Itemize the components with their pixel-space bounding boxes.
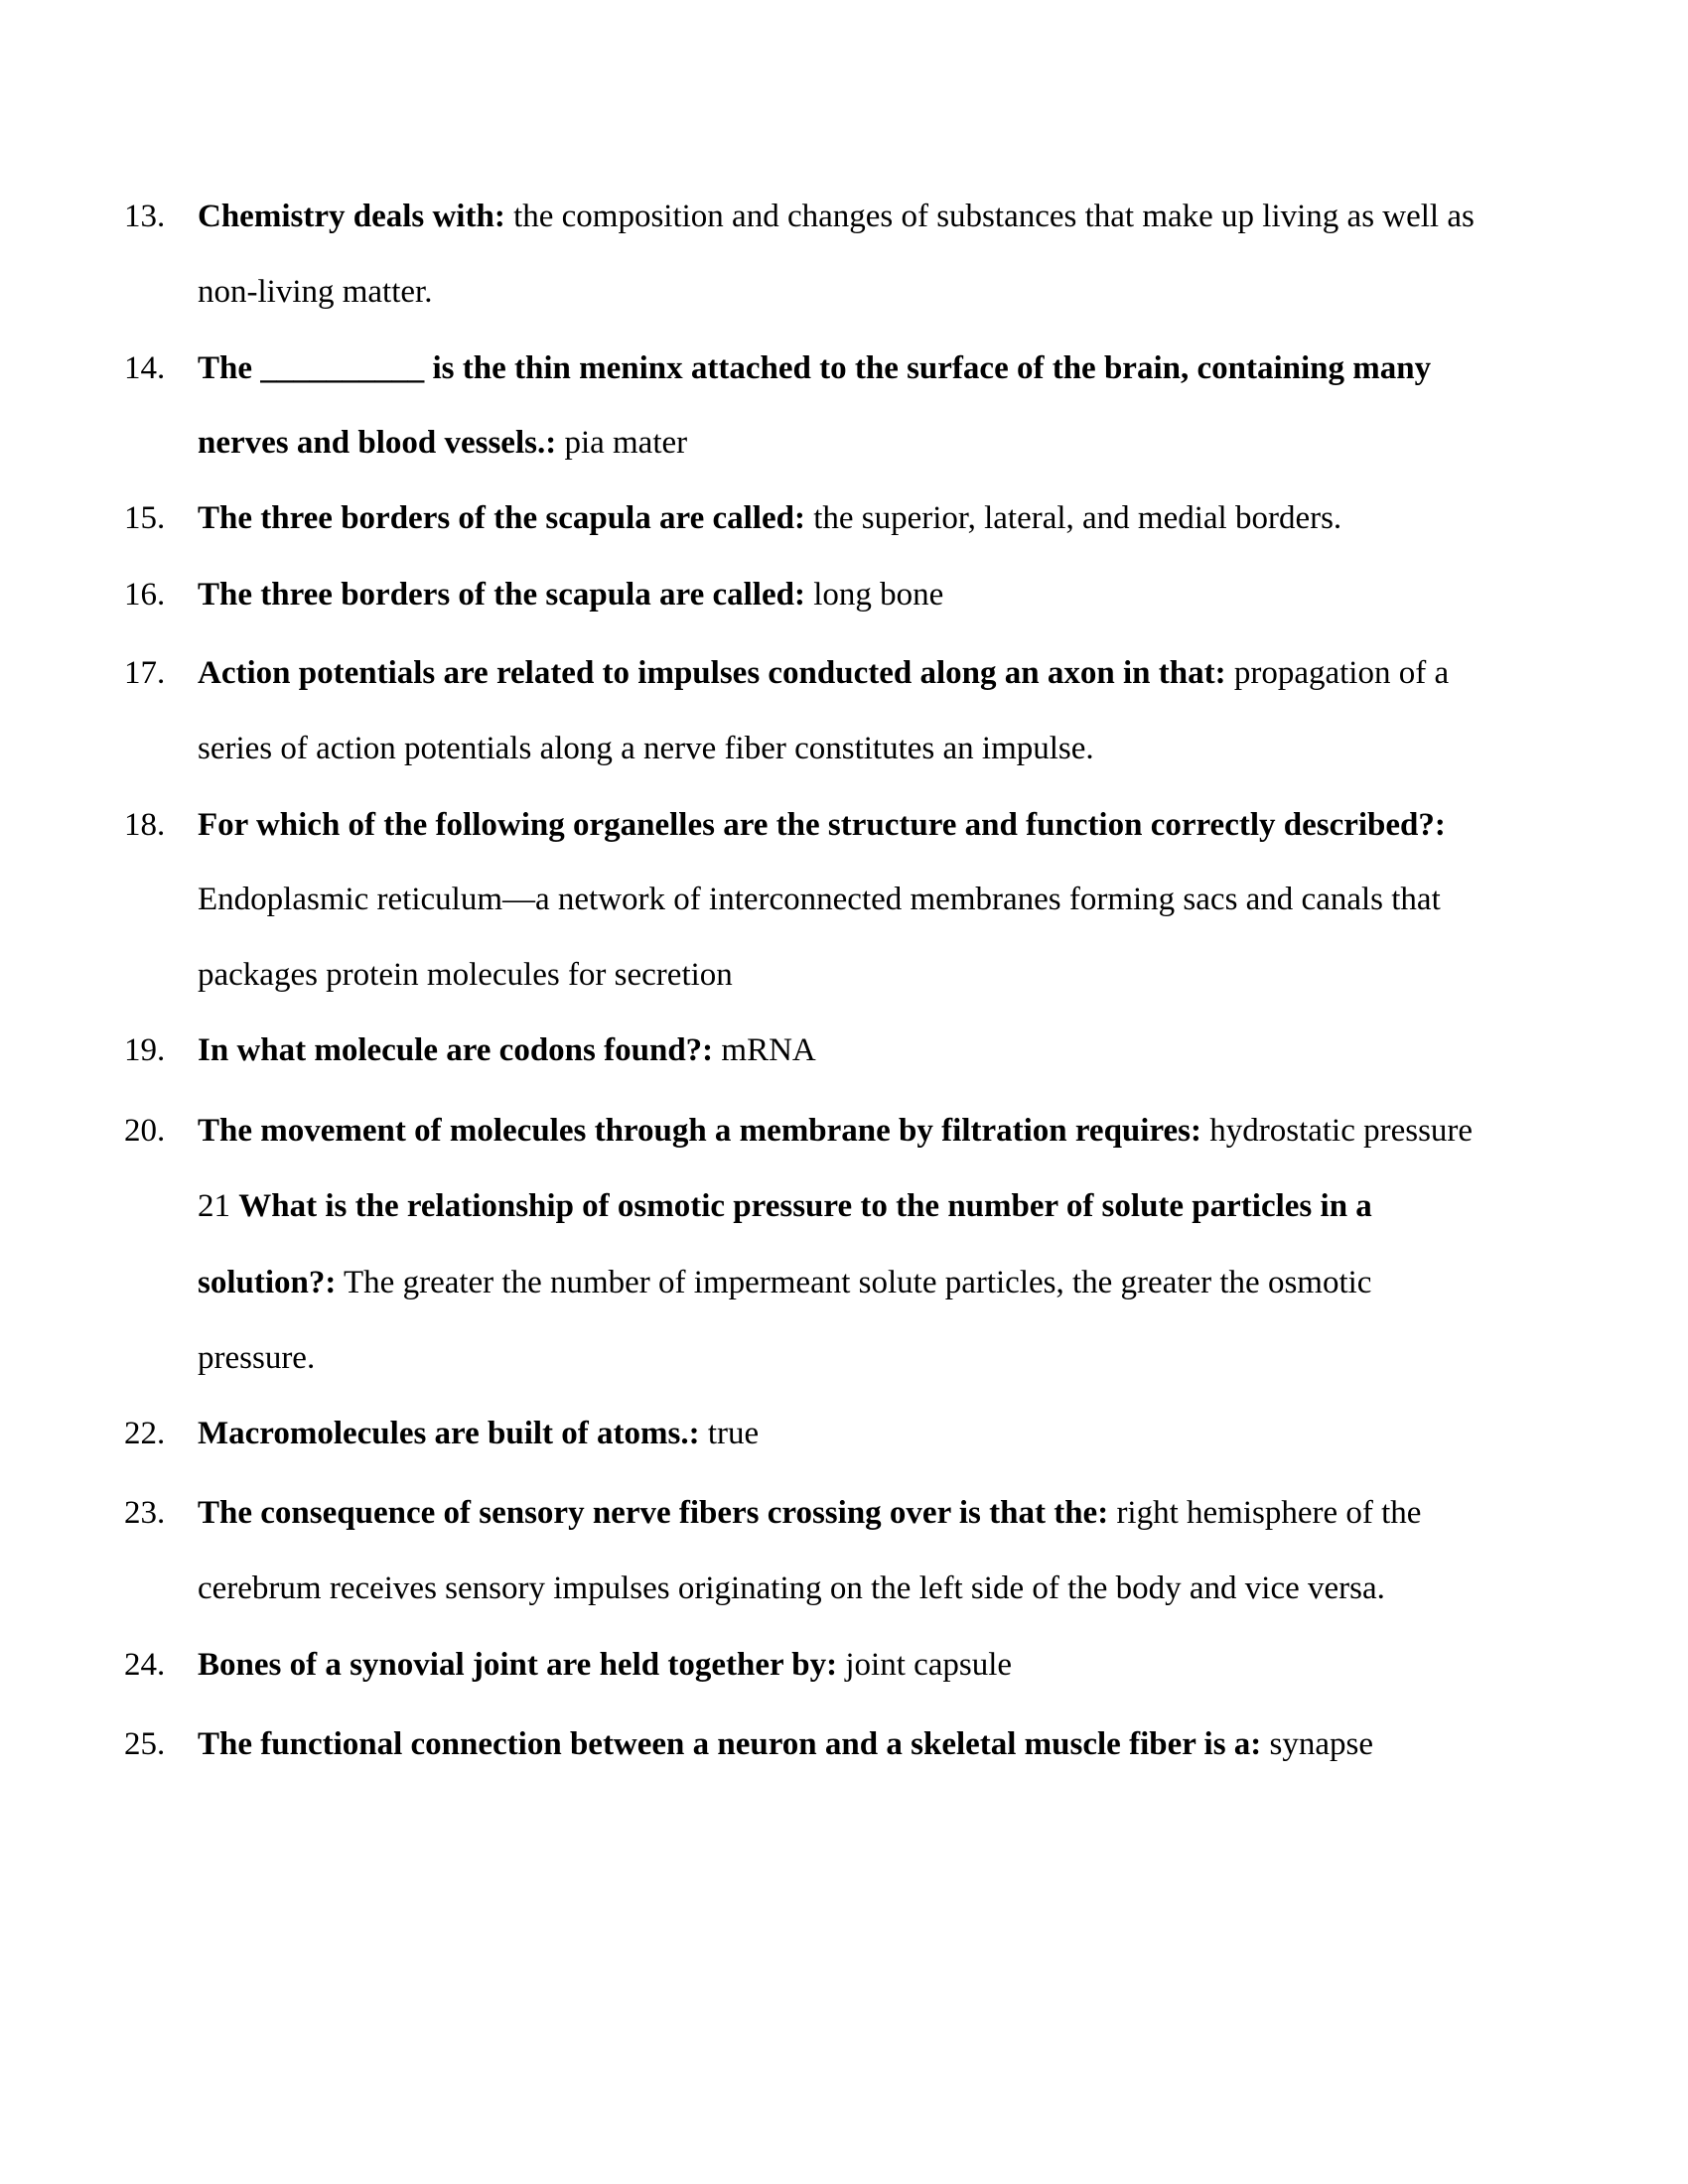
item-number: 18. [124,807,166,843]
item-number: 14. [124,350,166,386]
question-text: solution?: [198,1265,337,1300]
item-line [198,1111,1473,1151]
answer-text: non-living matter. [198,274,433,310]
item-number: 15. [124,500,166,536]
item-number: 16. [124,577,166,613]
question-text: What is the relationship of osmotic pressure to the number of solute particles in a [238,1188,1372,1224]
answer-text: packages protein molecules for secretion [198,957,733,993]
question-text: The three borders of the scapula are called: [198,577,805,613]
item-line [198,955,733,995]
item-number: 20. [124,1113,166,1149]
question-text: The three borders of the scapula are called: [198,500,805,536]
item-line [198,1338,315,1378]
item-number: 24. [124,1647,166,1683]
question-text: The functional connection between a neuron and a skeletal muscle fiber is a: [198,1726,1262,1762]
answer-text: cerebrum receives sensory impulses originating on the left side of the body and vice versa. [198,1570,1385,1606]
question-text: Chemistry deals with: [198,199,505,234]
item-line [198,880,1441,919]
item-line [198,1645,1012,1685]
answer-text: the superior, lateral, and medial borders. [804,500,1342,536]
item-line [198,1414,759,1453]
answer-text: Endoplasmic reticulum—a network of interconnected membranes forming sacs and canals that [198,882,1441,917]
item-line [198,272,432,312]
item-line [198,1569,1385,1608]
question-text: Bones of a synovial joint are held together by: [198,1647,838,1683]
item-number: 23. [124,1495,166,1531]
question-text: The movement of molecules through a membrane by filtration requires: [198,1113,1201,1149]
answer-text: propagation of a [1225,655,1450,691]
item-number: 19. [124,1032,166,1068]
item-line [198,1493,1421,1533]
item-line [198,1263,1371,1302]
answer-text: pia mater [556,425,688,461]
item-line [198,575,943,614]
item-line [198,805,1446,845]
item-line [198,423,687,463]
item-line [198,653,1449,693]
item-line [198,1724,1373,1764]
question-text: The __________ is the thin meninx attached to the surface of the brain, containing many [198,350,1432,386]
item-line [198,1186,1372,1226]
answer-text: mRNA [713,1032,816,1068]
answer-text: the composition and changes of substances that make up living as well as [504,199,1475,234]
question-text: nerves and blood vessels.: [198,425,557,461]
item-line [198,197,1475,236]
answer-text: joint capsule [837,1647,1013,1683]
item-number: 25. [124,1726,166,1762]
question-text: In what molecule are codons found?: [198,1032,714,1068]
answer-text: synapse [1261,1726,1374,1762]
answer-text: pressure. [198,1340,316,1376]
question-text: The consequence of sensory nerve fibers crossing over is that the: [198,1495,1109,1531]
question-text: Macromolecules are built of atoms.: [198,1416,700,1451]
item-number: 22. [124,1416,166,1451]
item-line [198,1030,816,1070]
answer-text: true [699,1416,760,1451]
answer-text: long bone [804,577,944,613]
question-text: For which of the following organelles are the structure and function correctly described?: [198,807,1446,843]
answer-text: hydrostatic pressure [1200,1113,1474,1149]
item-line [198,348,1431,388]
item-number: 17. [124,655,166,691]
answer-text: right hemisphere of the [1108,1495,1422,1531]
item-line [198,498,1341,538]
answer-text: The greater the number of impermeant solute particles, the greater the osmotic [336,1265,1372,1300]
item-line [198,729,1094,768]
answer-text: series of action potentials along a nerve fiber constitutes an impulse. [198,731,1094,766]
answer-text: 21 [198,1188,239,1224]
question-text: Action potentials are related to impulses conducted along an axon in that: [198,655,1226,691]
item-number: 13. [124,199,166,234]
